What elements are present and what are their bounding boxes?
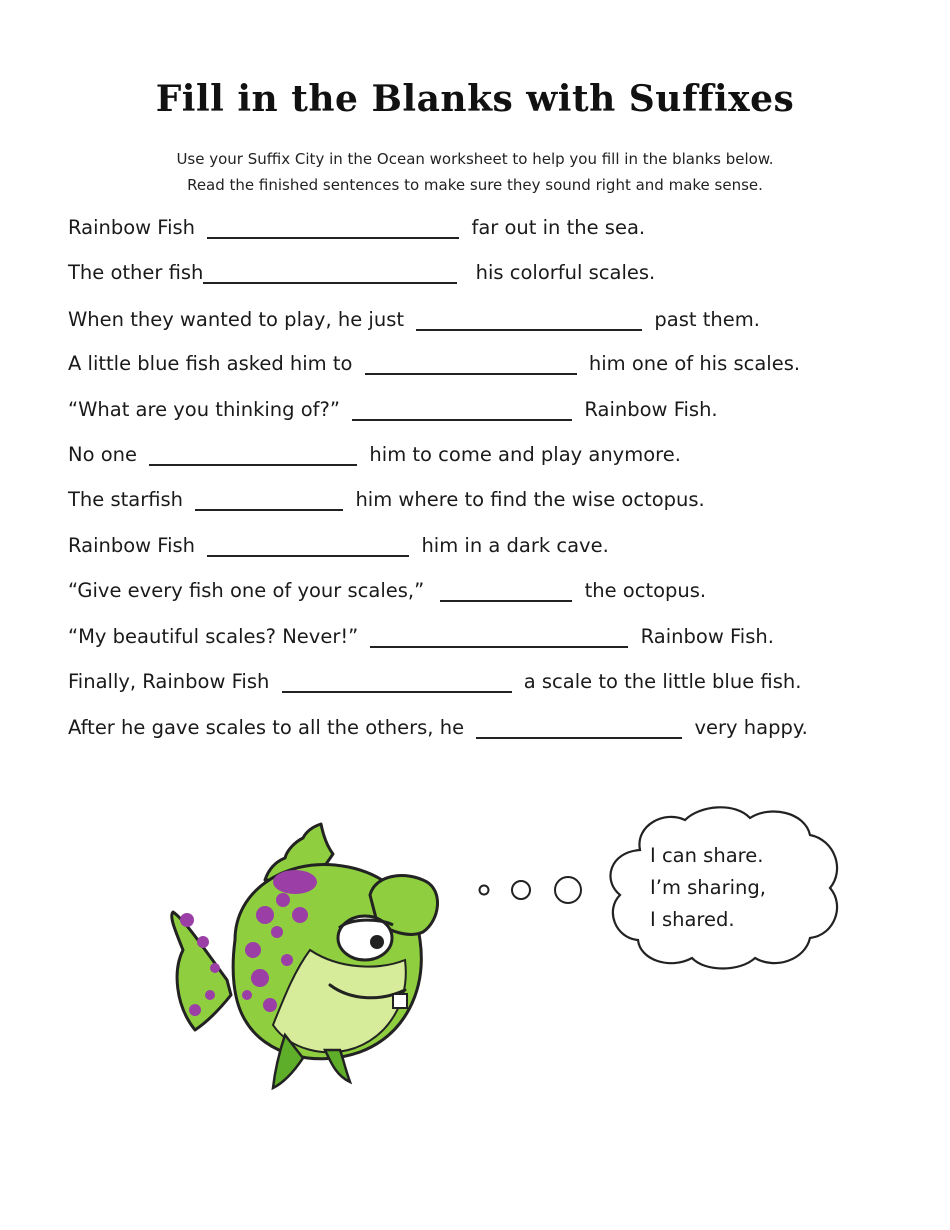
thought-line-2: I’m sharing, [650, 876, 766, 899]
sentence-after: Rainbow Fish. [584, 398, 718, 421]
sentence-before: After he gave scales to all the others, he [68, 716, 465, 739]
answer-blank[interactable] [207, 217, 459, 239]
sentence-after: very happy. [694, 716, 808, 739]
sentence-before: The other fish [68, 261, 204, 284]
sentence-before: Rainbow Fish [68, 216, 196, 239]
sentence-after: his colorful scales. [475, 261, 656, 284]
sentence-before: The starfish [68, 488, 184, 511]
sentence-after: him to come and play anymore. [369, 443, 681, 466]
sentence-after: the octopus. [584, 579, 707, 602]
cartoon-fish-icon [165, 820, 455, 1095]
sentence-row [68, 308, 760, 332]
sentence-row [68, 579, 706, 603]
sentence-after: far out in the sea. [471, 216, 646, 239]
thought-line-1: I can share. [650, 844, 764, 867]
thought-bubble-text [650, 840, 766, 936]
answer-blank[interactable] [207, 535, 409, 557]
sentence-row [68, 625, 774, 649]
instruction-line-1: Use your Suffix City in the Ocean worksheet to help you fill in the blanks below. [176, 150, 774, 168]
sentence-before: “Give every fish one of your scales,” [68, 579, 425, 602]
sentence-row [68, 216, 645, 240]
answer-blank[interactable] [352, 399, 572, 421]
sentence-row [68, 488, 705, 512]
sentence-row [68, 261, 655, 285]
sentence-row [68, 352, 800, 376]
answer-blank[interactable] [370, 626, 628, 648]
sentence-before: Rainbow Fish [68, 534, 196, 557]
sentence-after: him where to find the wise octopus. [355, 488, 705, 511]
answer-blank[interactable] [195, 489, 343, 511]
worksheet-title: Fill in the Blanks with Suffixes [155, 78, 795, 120]
sentence-before: No one [68, 443, 138, 466]
sentence-before: “My beautiful scales? Never!” [68, 625, 359, 648]
sentence-row [68, 670, 801, 694]
sentence-after: past them. [654, 308, 760, 331]
answer-blank[interactable] [203, 262, 457, 284]
sentence-after: a scale to the little blue fish. [523, 670, 802, 693]
sentence-before: When they wanted to play, he just [68, 308, 405, 331]
sentence-after: him one of his scales. [588, 352, 801, 375]
thought-line-3: I shared. [650, 908, 735, 931]
sentence-before: Finally, Rainbow Fish [68, 670, 270, 693]
answer-blank[interactable] [282, 671, 512, 693]
sentence-row [68, 534, 609, 558]
answer-blank[interactable] [476, 717, 682, 739]
answer-blank[interactable] [365, 353, 577, 375]
sentence-after: him in a dark cave. [421, 534, 609, 557]
sentence-row [68, 398, 718, 422]
sentence-before: “What are you thinking of?” [68, 398, 340, 421]
thought-bubble-dots-icon [475, 875, 585, 915]
answer-blank[interactable] [149, 444, 357, 466]
sentence-after: Rainbow Fish. [640, 625, 774, 648]
sentence-row [68, 443, 681, 467]
sentence-before: A little blue fish asked him to [68, 352, 353, 375]
instruction-line-2: Read the finished sentences to make sure they sound right and make sense. [187, 176, 763, 194]
answer-blank[interactable] [416, 309, 642, 331]
answer-blank[interactable] [440, 580, 572, 602]
sentence-row [68, 716, 808, 740]
